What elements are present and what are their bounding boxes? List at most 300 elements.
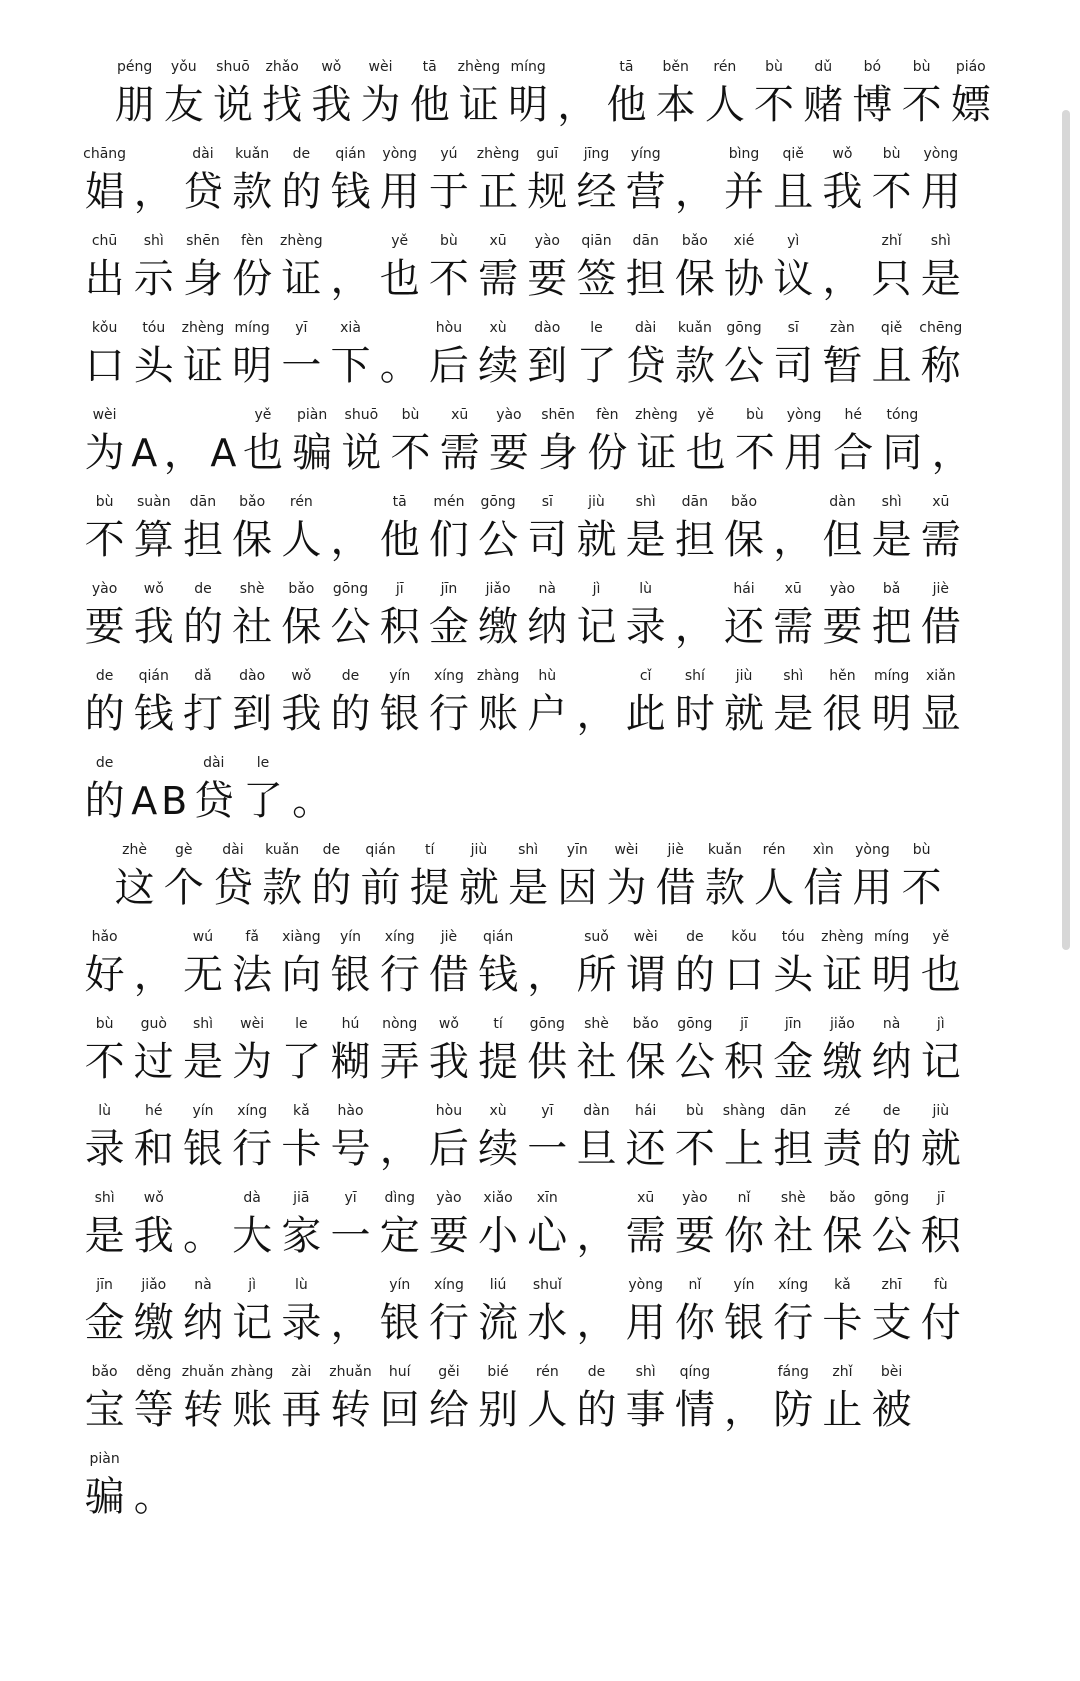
hanzi-character: 我: [822, 169, 863, 215]
pinyin-annotation: xié: [733, 233, 755, 249]
hanzi-character: 钱: [133, 691, 174, 737]
hanzi-character: ，: [379, 1126, 420, 1172]
pinyin-annotation: zàn: [830, 320, 855, 336]
pinyin-annotation: shuǐ: [532, 1277, 562, 1293]
hanzi-character: 议: [773, 256, 814, 302]
ruby-character: [129, 1258, 178, 1352]
ruby-character: [769, 1258, 818, 1352]
hanzi-character: 社: [576, 1039, 617, 1085]
hanzi-character: 不: [428, 256, 469, 302]
ruby-character: [572, 475, 621, 569]
ruby-character: [80, 1171, 129, 1265]
ruby-character: [474, 1345, 523, 1439]
hanzi-character: 再: [281, 1387, 322, 1433]
hanzi-character: 过: [133, 1039, 174, 1085]
pinyin-annotation: dǔ: [814, 59, 833, 75]
ruby-character: [454, 40, 503, 134]
ruby-character: [878, 388, 927, 482]
ruby-character: [670, 1258, 719, 1352]
hanzi-character: ，: [773, 517, 814, 563]
hanzi-character: 嫖: [950, 82, 991, 128]
ruby-character: [916, 910, 965, 1004]
pinyin-annotation: yòng: [382, 146, 418, 162]
ruby-character: [337, 388, 386, 482]
ruby-character: [405, 823, 454, 917]
text-line: [80, 1345, 916, 1439]
ruby-character: [818, 301, 867, 395]
hanzi-character: 转: [330, 1387, 371, 1433]
hanzi-character: ，: [330, 1300, 371, 1346]
hanzi-character: 找: [262, 82, 303, 128]
ruby-character: [424, 475, 473, 569]
pinyin-annotation: xíng: [237, 1103, 268, 1119]
hanzi-character: 好: [84, 952, 125, 998]
hanzi-character: 保: [281, 604, 322, 650]
hanzi-character: 协: [724, 256, 765, 302]
ruby-character: [129, 301, 178, 395]
pinyin-annotation: xìn: [812, 842, 834, 858]
ruby-character: [769, 910, 818, 1004]
pinyin-annotation: de: [95, 668, 114, 684]
hanzi-character: 担: [674, 517, 715, 563]
hanzi-character: 需: [920, 517, 961, 563]
ruby-character: [80, 910, 129, 1004]
ruby-character: [277, 214, 326, 308]
pinyin-annotation: kuǎn: [707, 842, 742, 858]
ruby-character: [621, 301, 670, 395]
ruby-character: [523, 649, 572, 743]
pinyin-annotation: zé: [834, 1103, 851, 1119]
pinyin-annotation: yín: [733, 1277, 755, 1293]
hanzi-character: 此: [625, 691, 666, 737]
ruby-character: [277, 997, 326, 1091]
hanzi-character: 要: [822, 604, 863, 650]
ruby-character: [228, 997, 277, 1091]
ruby-character: [867, 1171, 916, 1265]
ruby-character: [867, 1258, 916, 1352]
ruby-character: [867, 910, 916, 1004]
ruby-character: [129, 1171, 178, 1265]
ruby-character: [799, 823, 848, 917]
pinyin-annotation: zhè: [122, 842, 148, 858]
pinyin-annotation: jīn: [784, 1016, 802, 1032]
hanzi-character: 银: [182, 1126, 223, 1172]
hanzi-character: 的: [330, 691, 371, 737]
hanzi-character: 保: [822, 1213, 863, 1259]
hanzi-character: 大: [232, 1213, 273, 1259]
punctuation-character: [326, 475, 375, 569]
hanzi-character: 暂: [822, 343, 863, 389]
ruby-character: [632, 388, 681, 482]
pinyin-annotation: yíng: [630, 146, 661, 162]
ruby-character: [916, 562, 965, 656]
pinyin-annotation: kǒu: [731, 929, 757, 945]
hanzi-character: 赌: [803, 82, 844, 128]
ruby-character: [375, 475, 424, 569]
pinyin-annotation: hù: [538, 668, 557, 684]
ruby-character: [474, 1084, 523, 1178]
hanzi-character: 保: [674, 256, 715, 302]
pinyin-annotation: xíng: [778, 1277, 809, 1293]
ruby-character: [621, 475, 670, 569]
hanzi-character: 向: [281, 952, 322, 998]
ruby-character: [228, 301, 277, 395]
pinyin-annotation: lù: [98, 1103, 111, 1119]
ruby-character: [818, 1258, 867, 1352]
ruby-character: [80, 997, 129, 1091]
pinyin-annotation: piáo: [955, 59, 986, 75]
pinyin-annotation: zhàng: [230, 1364, 274, 1380]
pinyin-annotation: sī: [541, 494, 553, 510]
pinyin-annotation: nà: [882, 1016, 901, 1032]
pinyin-annotation: yòng: [855, 842, 890, 858]
ruby-character: [228, 475, 277, 569]
pinyin-annotation: jì: [936, 1016, 945, 1032]
ruby-character: [818, 1345, 867, 1439]
pinyin-annotation: jī: [395, 581, 404, 597]
hanzi-character: ，: [133, 169, 174, 215]
pinyin-annotation: wǒ: [438, 1016, 459, 1032]
hanzi-character: 他: [379, 517, 420, 563]
hanzi-character: 要: [428, 1213, 469, 1259]
ruby-character: [208, 40, 257, 134]
hanzi-character: 但: [822, 517, 863, 563]
ruby-character: [110, 40, 159, 134]
pinyin-annotation: shàng: [722, 1103, 766, 1119]
ruby-character: [208, 823, 257, 917]
text-line: [80, 562, 965, 656]
ruby-character: [386, 388, 435, 482]
ruby-character: [228, 1345, 277, 1439]
pinyin-annotation: tóng: [886, 407, 919, 423]
pinyin-annotation: dài: [203, 755, 225, 771]
hanzi-character: 是: [871, 517, 912, 563]
hanzi-character: 骗: [84, 1474, 125, 1520]
hanzi-character: 我: [428, 1039, 469, 1085]
punctuation-character: [159, 388, 208, 482]
ruby-character: [474, 562, 523, 656]
pinyin-annotation: bù: [882, 146, 901, 162]
hanzi-character: 担: [773, 1126, 814, 1172]
pinyin-annotation: kuǎn: [235, 146, 270, 162]
pinyin-annotation: bié: [487, 1364, 509, 1380]
ruby-character: [326, 910, 375, 1004]
ruby-character: [916, 475, 965, 569]
ruby-character: [326, 562, 375, 656]
pinyin-annotation: kǒu: [91, 320, 118, 336]
hanzi-character: 并: [724, 169, 765, 215]
pinyin-annotation: qián: [335, 146, 366, 162]
ruby-character: [867, 301, 916, 395]
pinyin-annotation: hòu: [435, 320, 463, 336]
hanzi-character: 一: [281, 343, 322, 389]
ruby-character: [523, 475, 572, 569]
hanzi-character: 银: [379, 691, 420, 737]
hanzi-character: 前: [360, 865, 401, 911]
pinyin-annotation: mén: [433, 494, 465, 510]
pinyin-annotation: děng: [136, 1364, 172, 1380]
hanzi-character: 要: [527, 256, 568, 302]
hanzi-character: 明: [871, 691, 912, 737]
hanzi-character: 事: [625, 1387, 666, 1433]
hanzi-character: 出: [84, 256, 125, 302]
hanzi-character: ，: [557, 82, 598, 128]
ruby-character: [277, 301, 326, 395]
hanzi-character: 的: [576, 1387, 617, 1433]
pinyin-annotation: chēng: [919, 320, 963, 336]
hanzi-character: 很: [822, 691, 863, 737]
hanzi-character: 明: [871, 952, 912, 998]
hanzi-character: 是: [84, 1213, 125, 1259]
ruby-character: [867, 127, 916, 221]
ruby-character: [719, 301, 768, 395]
pinyin-annotation: zhèng: [476, 146, 520, 162]
hanzi-character: 银: [379, 1300, 420, 1346]
ruby-character: [700, 40, 749, 134]
punctuation-character: [375, 301, 424, 395]
hanzi-character: 纳: [871, 1039, 912, 1085]
punctuation-character: [326, 1258, 375, 1352]
pinyin-annotation: yín: [389, 1277, 411, 1293]
ruby-character: [572, 1084, 621, 1178]
hanzi-character: 水: [527, 1300, 568, 1346]
text-line: [110, 823, 946, 917]
hanzi-character: ，: [133, 952, 174, 998]
ruby-character: [670, 475, 719, 569]
ruby-character: [946, 40, 995, 134]
punctuation-character: [129, 910, 178, 1004]
pinyin-annotation: bù: [95, 1016, 114, 1032]
hanzi-character: 后: [428, 343, 469, 389]
pinyin-annotation: fèn: [240, 233, 264, 249]
ruby-character: [769, 214, 818, 308]
text-line: [80, 910, 965, 1004]
pinyin-annotation: shēn: [186, 233, 220, 249]
pinyin-annotation: dài: [222, 842, 244, 858]
hanzi-character: 不: [674, 1126, 715, 1172]
hanzi-character: 弄: [379, 1039, 420, 1085]
pinyin-annotation: nà: [194, 1277, 212, 1293]
pinyin-annotation: yào: [534, 233, 560, 249]
hanzi-character: 积: [724, 1039, 765, 1085]
ruby-character: [129, 1084, 178, 1178]
pinyin-annotation: qiě: [782, 146, 804, 162]
ruby-character: [228, 649, 277, 743]
pinyin-annotation: sī: [787, 320, 799, 336]
pinyin-annotation: yào: [496, 407, 522, 423]
ruby-character: [258, 40, 307, 134]
pinyin-annotation: yín: [340, 929, 362, 945]
pinyin-annotation: xiàng: [282, 929, 321, 945]
ruby-character: [621, 214, 670, 308]
hanzi-character: 是: [625, 517, 666, 563]
hanzi-character: 无: [182, 952, 223, 998]
pinyin-annotation: nǐ: [688, 1277, 702, 1293]
ruby-character: [583, 388, 632, 482]
ruby-character: [307, 823, 356, 917]
punctuation-character: [572, 1171, 621, 1265]
pinyin-annotation: rén: [713, 59, 737, 75]
hanzi-character: 了: [281, 1039, 322, 1085]
pinyin-annotation: míng: [234, 320, 270, 336]
ruby-character: [779, 388, 828, 482]
hanzi-character: ，: [576, 691, 617, 737]
hanzi-character: 博: [852, 82, 893, 128]
hanzi-character: 账: [478, 691, 519, 737]
pinyin-annotation: hái: [733, 581, 755, 597]
hanzi-character: 借: [920, 604, 961, 650]
ruby-character: [178, 649, 227, 743]
hanzi-character: 司: [527, 517, 568, 563]
pinyin-annotation: xū: [932, 494, 950, 510]
ruby-character: [129, 214, 178, 308]
pinyin-annotation: bù: [685, 1103, 704, 1119]
hanzi-character: 借: [655, 865, 696, 911]
ruby-character: [178, 1258, 227, 1352]
hanzi-character: 的: [311, 865, 352, 911]
ruby-character: [228, 214, 277, 308]
hanzi-character: 还: [724, 604, 765, 650]
pinyin-annotation: běn: [662, 59, 689, 75]
pinyin-annotation: wèi: [92, 407, 117, 423]
ruby-character: [277, 1084, 326, 1178]
hanzi-character: 也: [685, 430, 726, 476]
ruby-character: [730, 388, 779, 482]
ruby-character: [719, 562, 768, 656]
ruby-character: [700, 823, 749, 917]
ruby-character: [375, 1171, 424, 1265]
pinyin-annotation: bǎo: [632, 1016, 659, 1032]
hanzi-character: 银: [724, 1300, 765, 1346]
ruby-character: [848, 40, 897, 134]
hanzi-character: 提: [409, 865, 450, 911]
hanzi-character: 保: [232, 517, 273, 563]
ruby-character: [228, 1258, 277, 1352]
pinyin-annotation: rén: [289, 494, 313, 510]
pinyin-annotation: yòng: [923, 146, 959, 162]
hanzi-character: 别: [478, 1387, 519, 1433]
hanzi-character: 就: [724, 691, 765, 737]
hanzi-character: ，: [527, 952, 568, 998]
ruby-character: [228, 562, 277, 656]
hanzi-character: 头: [773, 952, 814, 998]
pinyin-annotation: chāng: [83, 146, 127, 162]
ruby-character: [435, 388, 484, 482]
punctuation-character: [719, 1345, 768, 1439]
hanzi-character: 银: [330, 952, 371, 998]
hanzi-character: 们: [428, 517, 469, 563]
pinyin-annotation: kǎ: [834, 1277, 851, 1293]
ruby-character: [80, 562, 129, 656]
text-line: [80, 301, 965, 395]
hanzi-character: 的: [182, 604, 223, 650]
ruby-character: [572, 997, 621, 1091]
ruby-character: [424, 562, 473, 656]
pinyin-annotation: jī: [936, 1190, 945, 1206]
hanzi-character: 心: [527, 1213, 568, 1259]
ruby-character: [867, 649, 916, 743]
punctuation-character: [553, 40, 602, 134]
hanzi-character: 行: [232, 1126, 273, 1172]
pinyin-annotation: jiǎo: [829, 1016, 855, 1032]
hanzi-character: 把: [871, 604, 912, 650]
pinyin-annotation: yě: [254, 407, 272, 423]
hanzi-character: 也: [379, 256, 420, 302]
pinyin-annotation: gōng: [529, 1016, 565, 1032]
hanzi-character: 是: [920, 256, 961, 302]
ruby-character: [621, 649, 670, 743]
pinyin-annotation: jīn: [96, 1277, 113, 1293]
pinyin-annotation: guò: [140, 1016, 167, 1032]
ruby-character: [572, 301, 621, 395]
pinyin-annotation: dào: [239, 668, 266, 684]
hanzi-character: 担: [182, 517, 223, 563]
ruby-character: [326, 649, 375, 743]
ruby-character: [178, 301, 227, 395]
pinyin-annotation: tí: [425, 842, 435, 858]
pinyin-annotation: gěi: [438, 1364, 460, 1380]
hanzi-character: ，: [330, 517, 371, 563]
hanzi-character: 需: [773, 604, 814, 650]
pinyin-annotation: míng: [873, 929, 910, 945]
ruby-character: [818, 475, 867, 569]
pinyin-annotation: wèi: [633, 929, 658, 945]
hanzi-character: A: [131, 779, 158, 823]
hanzi-character: 的: [84, 691, 125, 737]
ruby-character: [749, 823, 798, 917]
ruby-character: [356, 823, 405, 917]
ruby-character: [621, 1258, 670, 1352]
ruby-character: [80, 127, 129, 221]
ruby-character: [867, 475, 916, 569]
pinyin-annotation: shuō: [216, 59, 250, 75]
hanzi-character: 司: [773, 343, 814, 389]
ruby-character: [818, 1084, 867, 1178]
pinyin-annotation: yì: [787, 233, 800, 249]
ruby-character: [621, 1345, 670, 1439]
pinyin-annotation: shì: [783, 668, 804, 684]
hanzi-character: 不: [901, 82, 942, 128]
pinyin-annotation: wǒ: [321, 59, 342, 75]
text-line: [110, 40, 995, 134]
ruby-character: [818, 649, 867, 743]
hanzi-character: 身: [182, 256, 223, 302]
hanzi-character: 人: [281, 517, 322, 563]
pinyin-annotation: de: [292, 146, 311, 162]
ruby-character: [375, 1345, 424, 1439]
hanzi-character: 金: [773, 1039, 814, 1085]
hanzi-character: 记: [232, 1300, 273, 1346]
ruby-character: [769, 301, 818, 395]
ruby-character: [572, 910, 621, 1004]
punctuation-character: [178, 1171, 227, 1265]
hanzi-character: 朋: [114, 82, 155, 128]
ruby-character: [424, 214, 473, 308]
hanzi-character: 支: [871, 1300, 912, 1346]
ruby-character: [277, 1258, 326, 1352]
ruby-character: [769, 1345, 818, 1439]
text-line: [80, 736, 337, 830]
hanzi-character: 份: [587, 430, 628, 476]
hanzi-character: 说: [212, 82, 253, 128]
ruby-character: [474, 649, 523, 743]
pinyin-annotation: bǎo: [731, 494, 758, 510]
ruby-character: [474, 1171, 523, 1265]
pinyin-annotation: shì: [518, 842, 539, 858]
vertical-scrollbar[interactable]: [1062, 110, 1070, 950]
pinyin-annotation: míng: [510, 59, 546, 75]
pinyin-annotation: huí: [388, 1364, 411, 1380]
